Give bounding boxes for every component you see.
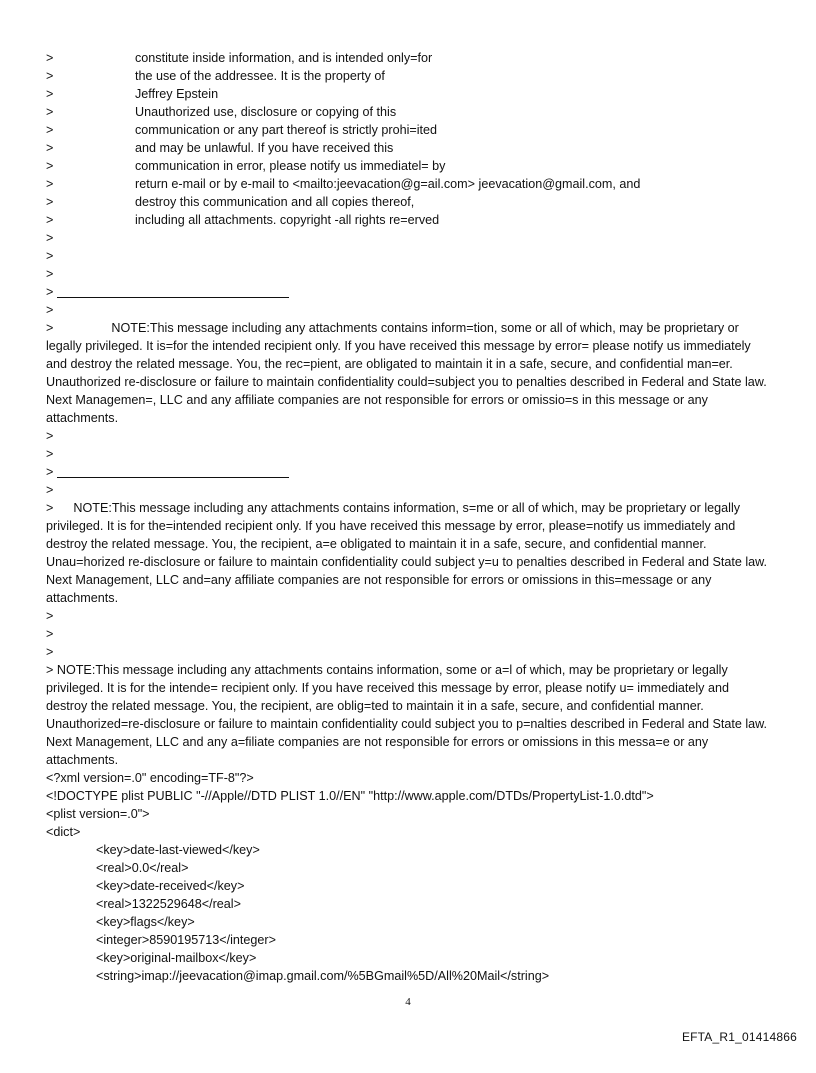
separator-rule — [57, 463, 289, 478]
separator-rule — [57, 283, 289, 298]
xml-entry-line: <string>imap://jeevacation@imap.gmail.com/%5BGmail%5D/All%20Mail</string> — [96, 969, 550, 983]
quoted-line — [46, 121, 770, 139]
confidentiality-notice-1: > NOTE:This message including any attachments contains inform=tion, some or all of which, may be proprietary or legally privileged. It is=for the intended recipient only. If you have received this message by error= please notify us immediately and destroy the related message. You, the rec=pient, are obligated to maintain it in a safe, secure, and confidential man=er. Unauthorized re-disclosure or failure to maintain confidentiality could=subject you to penalties described in Federal and State law. Next Managemen=, LLC and any affiliate companies are not responsible for errors or omissio=s in this message or any attachments. — [46, 321, 767, 425]
xml-line: <!DOCTYPE plist PUBLIC "-//Apple//DTD PLIST 1.0//EN" "http://www.apple.com/DTDs/PropertyList-1.0.dtd"> — [46, 789, 654, 803]
bates-number: EFTA_R1_01414866 — [681, 1030, 797, 1044]
confidentiality-notice-2: > NOTE:This message including any attachments contains information, s=me or all of which, may be proprietary or legally privileged. It is for the=intended recipient only. If you have received this message by error, please=notify us immediately and destroy the related message. You, the recipient, a=e obligated to maintain it in a safe, secure, and confidential manner. Unau=horized re-disclosure or failure to maintain confidentiality could subject y=u to penalties described in Federal and State law. Next Management, LLC and=any affiliate companies are not responsible for errors or omissions in this=message or any attachments. — [46, 501, 768, 605]
signature-separator: > — [46, 283, 770, 301]
document-body — [46, 49, 770, 985]
quote-line: > — [46, 447, 54, 461]
plist-xml-block — [46, 769, 770, 985]
quote-marker: > — [46, 177, 54, 191]
quote-line: > — [46, 483, 54, 497]
quoted-text: constitute inside information, and is intended only=for — [135, 51, 433, 65]
quote-line: > — [46, 303, 54, 317]
quote-marker: > — [46, 87, 54, 101]
quote-line: > — [46, 627, 54, 641]
quoted-text: destroy this communication and all copies thereof, — [135, 195, 415, 209]
quote-marker: > — [46, 69, 54, 83]
quoted-text: return e-mail or by e-mail to <mailto:jeevacation@g=ail.com> jeevacation@gmail.com, and — [135, 177, 641, 191]
quote-marker: > — [46, 105, 54, 119]
quoted-text: communication in error, please notify us immediatel= by — [135, 159, 446, 173]
quoted-line — [46, 103, 770, 121]
signature-separator: > — [46, 463, 770, 481]
quoted-line — [46, 157, 770, 175]
quoted-text: communication or any part thereof is strictly prohi=ited — [135, 123, 438, 137]
xml-entry-line: <real>0.0</real> — [96, 861, 189, 875]
confidentiality-notice-3: > NOTE:This message including any attachments contains information, some or a=l of which, may be proprietary or legally privileged. It is for the intende= recipient only. If you have received this message by error, please notify u= immediately and destroy the related message. You, the recipient, are oblig=ted to maintain it in a safe, secure, and confidential manner. Unauthorized=re-disclosure or failure to maintain confidentiality could subject you to p=nalties described in Federal and State law. Next Management, LLC and any a=filiate companies are not responsible for errors or omissions in this messa=e or any attachments. — [46, 663, 768, 767]
quoted-line — [46, 175, 770, 193]
quote-marker: > — [46, 213, 54, 227]
quote-line: > — [46, 249, 54, 263]
quoted-disclaimer-block — [46, 49, 770, 229]
quote-marker: > — [46, 195, 54, 209]
page-number: 4 — [405, 996, 411, 1008]
quote-marker: > — [46, 141, 54, 155]
quote-marker: > — [46, 51, 54, 65]
quote-marker: > — [46, 123, 54, 137]
xml-line: <dict> — [46, 825, 81, 839]
quoted-line — [46, 49, 770, 67]
xml-entry-line: <key>date-last-viewed</key> — [96, 843, 260, 857]
quoted-text: and may be unlawful. If you have received this — [135, 141, 394, 155]
quoted-text: the use of the addressee. It is the property of — [135, 69, 385, 83]
quoted-line — [46, 67, 770, 85]
xml-line: <plist version=.0"> — [46, 807, 150, 821]
xml-entry-line: <key>original-mailbox</key> — [96, 951, 257, 965]
xml-entry-line: <key>flags</key> — [96, 915, 195, 929]
quoted-line — [46, 211, 770, 229]
quote-line: > — [46, 645, 54, 659]
quote-line: > — [46, 429, 54, 443]
quote-line: > — [46, 609, 54, 623]
xml-line: <?xml version=.0" encoding=TF-8"?> — [46, 771, 254, 785]
quoted-line — [46, 193, 770, 211]
quoted-line — [46, 139, 770, 157]
quoted-line — [46, 85, 770, 103]
xml-entry-line: <key>date-received</key> — [96, 879, 245, 893]
quote-marker: > — [46, 159, 54, 173]
xml-entry-line: <real>1322529648</real> — [96, 897, 241, 911]
quoted-text: Unauthorized use, disclosure or copying of this — [135, 105, 397, 119]
quoted-text: including all attachments. copyright -all rights re=erved — [135, 213, 440, 227]
quoted-text: Jeffrey Epstein — [135, 87, 219, 101]
quote-line: > — [46, 267, 54, 281]
xml-entry-line: <integer>8590195713</integer> — [96, 933, 276, 947]
quote-line: > — [46, 231, 54, 245]
